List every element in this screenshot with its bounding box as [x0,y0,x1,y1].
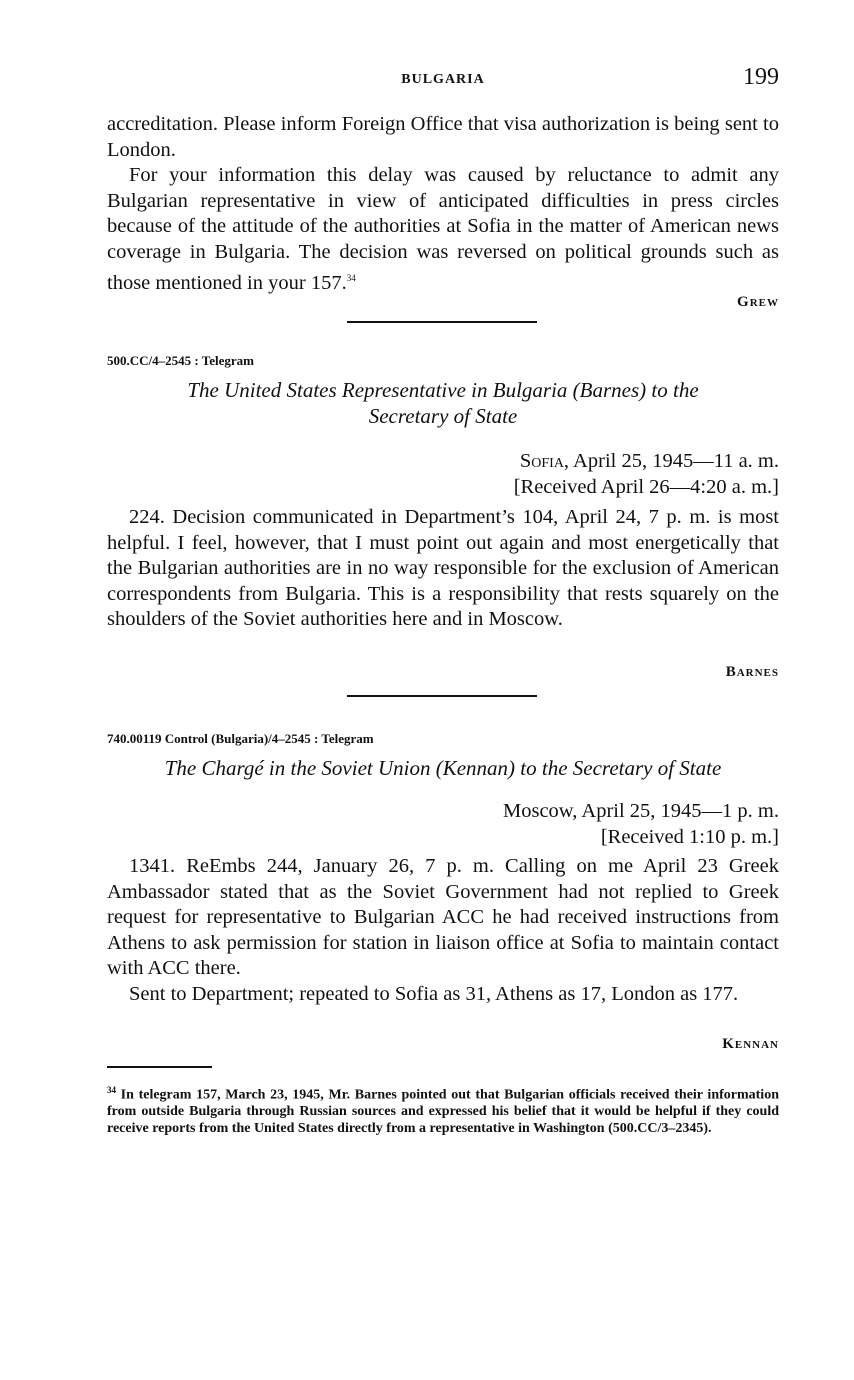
section1-para2 [107,163,779,296]
file-number: 500.CC/4–2545 : Telegram [107,353,254,368]
section3-para2: Sent to Department; repeated to Sofia as 31, Athens as 17, London as 177. [129,982,739,1005]
dateline [514,449,779,500]
dateline [503,799,779,850]
section-divider [347,321,537,323]
signature-kennan: Kennan [722,1036,779,1052]
footnote-rule [107,1066,212,1068]
dateline-place: Sofia, [519,450,570,472]
section2-para1: 224. Decision communicated in Department’s 104, April 24, 7 p. m. is most helpful. I feel, however, that I must point out again and most energetically that the Bulgarian authorities are in no way responsible for the exclusion of American correspondents from Bulgaria. This is a responsibility that rests squarely on the shoulders of the Soviet authorities here and in Moscow. [107,506,779,631]
document-title [107,377,779,429]
document-title: The Chargé in the Soviet Union (Kennan) to the Secretary of State [164,756,722,780]
section-divider [347,695,537,697]
signature-barnes: Barnes [725,664,779,680]
title-line-1: The United States Representative in Bulgaria (Barnes) to the [187,378,699,402]
section1-para2-text: For your information this delay was caused by reluctance to admit any Bulgarian representative in view of anticipated difficulties in press circles because of the attitude of the authorities at Sofia in the matter of American news coverage in Bulgaria. The decision was reversed on political grounds such as those mentioned in your 157. [107,164,779,294]
signature-grew: Grew [737,294,779,310]
section1-para1: accreditation. Please inform Foreign Office that visa authorization is being sent to London. [107,113,779,161]
section3-para1: 1341. ReEmbs 244, January 26, 7 p. m. Calling on me April 23 Greek Ambassador stated that as the Soviet Government had not replied to Greek request for representative to Bulgarian ACC he had received instructions from Athens to ask permission for station in liaison office at Sofia to maintain contact with ACC there. [107,855,779,980]
received-line: [Received April 26—4:20 a. m.] [513,475,779,498]
footnote [107,1082,779,1137]
running-title: BULGARIA [401,72,485,87]
page-number: 199 [743,64,779,90]
page-header [107,64,779,96]
section3-text [107,854,779,1008]
footnote-marker: 34 [107,1085,116,1095]
title-line-2: Secretary of State [368,404,518,428]
dateline-line: Moscow, April 25, 1945—1 p. m. [503,800,779,822]
footnote-text: In telegram 157, March 23, 1945, Mr. Barnes pointed out that Bulgarian officials received their information from outside Bulgaria through Russian sources and expressed his belief that it would be helpful if they could receive reports from the United States directly from a representative in Washington (500.CC/3–2345). [107,1087,779,1136]
received-line: [Received 1:10 p. m.] [600,825,779,848]
dateline-line [514,449,779,475]
dateline-date: April 25, 1945—11 a. m. [569,450,779,472]
footnote-ref: 34 [346,272,356,283]
file-number: 740.00119 Control (Bulgaria)/4–2545 : Telegram [107,731,374,746]
section1-text [107,112,779,296]
